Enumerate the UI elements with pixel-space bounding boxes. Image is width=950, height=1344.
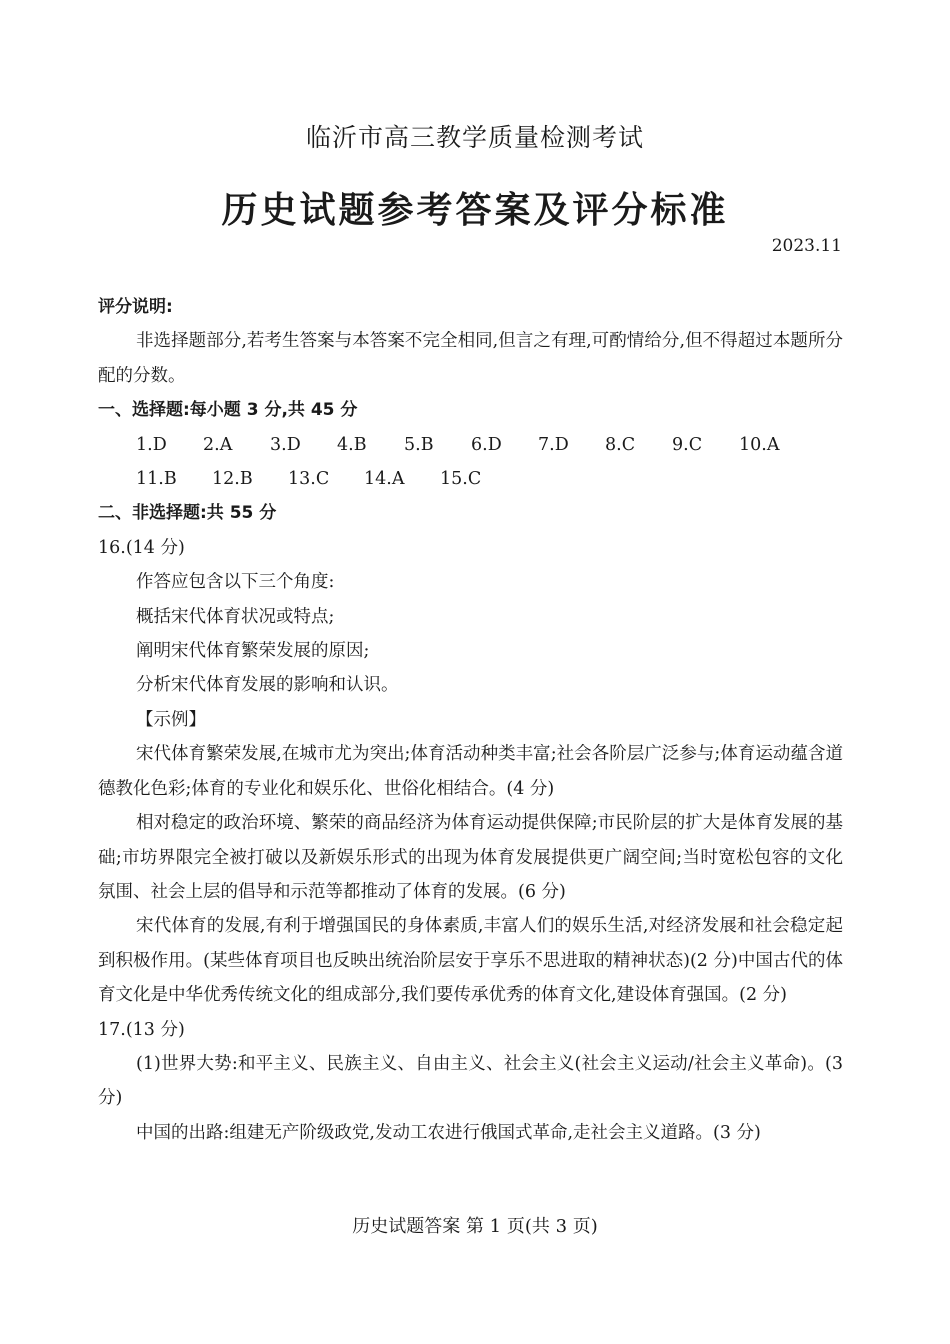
section2-heading: 二、非选择题:共 55 分 [98,503,277,524]
q17-para-1: (1)世界大势:和平主义、民族主义、自由主义、社会主义(社会主义运动/社会主义革命)。(3 分) [98,1053,843,1109]
q16-intro: 作答应包含以下三个角度: [136,572,335,593]
answer-item: 3.D [270,434,301,455]
section1-heading: 一、选择题:每小题 3 分,共 45 分 [98,400,358,421]
document-date: 2023.11 [771,236,842,256]
answer-item: 2.A [203,434,233,455]
notes-text: 非选择题部分,若考生答案与本答案不完全相同,但言之有理,可酌情给分,但不得超过本题所分配的分数。 [98,331,843,386]
answer-item: 13.C [288,469,330,490]
answer-item: 10.A [739,434,780,455]
answer-item: 6.D [471,434,502,455]
page-footer: 历史试题答案 第 1 页(共 3 页) [352,1216,598,1237]
answer-item: 12.B [212,469,253,490]
q16-example-label: 【示例】 [136,709,206,730]
answer-item: 15.C [440,469,482,490]
exam-org-title: 临沂市高三教学质量检测考试 [305,123,644,152]
answer-item: 9.C [672,434,703,455]
q16-point-3: 分析宋代体育发展的影响和认识。 [136,675,399,696]
q16-para-3: 宋代体育的发展,有利于增强国民的身体素质,丰富人们的娱乐生活,对经济发展和社会稳定起到积极作用。(某些体育项目也反映出统治阶层安于享乐不思进取的精神状态)(2 分)中国古代的体育文化是中华优秀传统文化的组成部分,我们要传承优秀的体育文化,建设体育强国。(2 分) [98,916,843,1006]
q17-para-2: 中国的出路:组建无产阶级政党,发动工农进行俄国式革命,走社会主义道路。(3 分) [136,1122,761,1143]
q16-point-1: 概括宋代体育状况或特点; [136,606,335,627]
document-title: 历史试题参考答案及评分标准 [221,190,729,231]
q16-label: 16.(14 分) [98,537,185,558]
q17-label: 17.(13 分) [98,1019,185,1040]
document-body [98,290,843,1150]
answer-item: 5.B [404,434,434,455]
answer-item: 7.D [538,434,569,455]
answer-item: 11.B [136,469,177,490]
answer-item: 14.A [364,469,405,490]
q16-para-2: 相对稳定的政治环境、繁荣的商品经济为体育运动提供保障;市民阶层的扩大是体育发展的基础;市坊界限完全被打破以及新娱乐形式的出现为体育发展提供更广阔空间;当时宽松包容的文化氛围、社会上层的倡导和示范等都推动了体育的发展。(6 分) [98,813,843,902]
answer-item: 8.C [605,434,636,455]
answer-item: 4.B [337,434,367,455]
notes-heading: 评分说明: [98,297,173,317]
answers-row-1 [98,428,843,462]
answer-item: 1.D [136,434,167,455]
q16-para-1: 宋代体育繁荣发展,在城市尤为突出;体育活动种类丰富;社会各阶层广泛参与;体育运动蕴含道德教化色彩;体育的专业化和娱乐化、世俗化相结合。(4 分) [98,744,843,799]
answers-row-2 [98,462,843,496]
q16-point-2: 阐明宋代体育繁荣发展的原因; [136,641,370,662]
